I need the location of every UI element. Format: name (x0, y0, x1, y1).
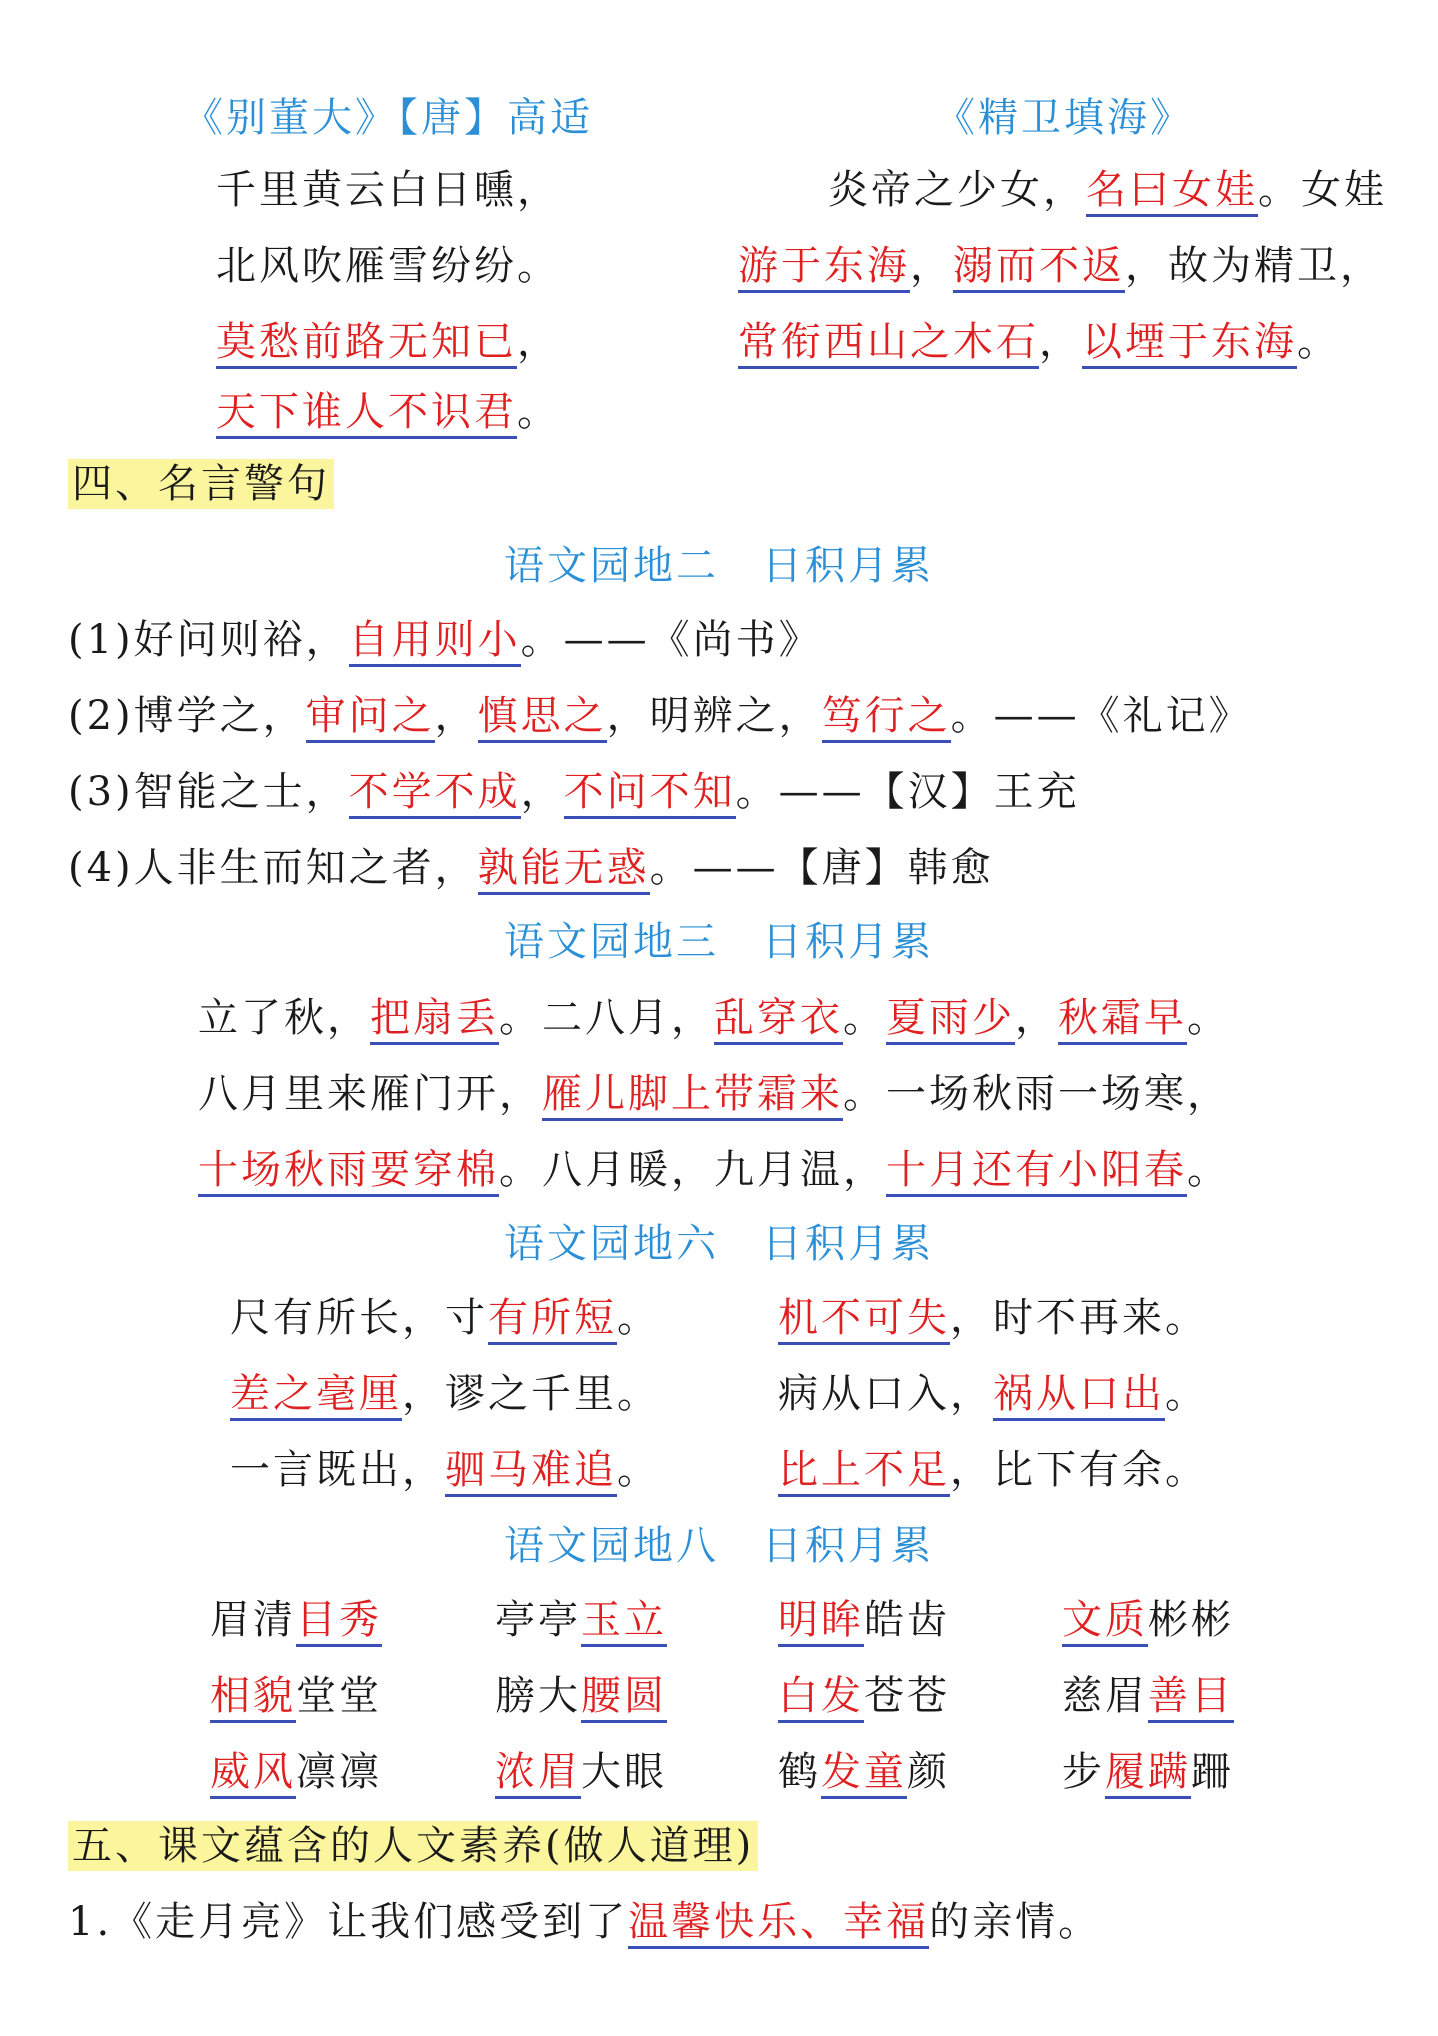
answer: 秋霜早 (1058, 995, 1187, 1045)
idiom-r1c2 (495, 1592, 667, 1648)
saying-b2 (778, 1366, 1208, 1422)
answer: 文质 (1062, 1597, 1148, 1647)
answer: 玉立 (581, 1597, 667, 1647)
text: 亭亭 (495, 1597, 581, 1643)
garden6-title: 语文园地六 日积月累 (504, 1221, 934, 1267)
text: 。——《尚书》 (520, 617, 822, 663)
answer: 天下谁人不识君 (216, 389, 517, 439)
answer: 温馨快乐、幸福 (628, 1899, 929, 1949)
quote3 (68, 764, 1080, 820)
poem1-line2: 北风吹雁雪纷纷。 (216, 243, 560, 289)
text: 病从口入， (778, 1371, 993, 1417)
idiom-r1c4 (1062, 1592, 1234, 1648)
text: 。——【唐】韩愈 (649, 845, 994, 891)
text: 眉清 (210, 1597, 296, 1643)
text: 的亲情。 (929, 1899, 1102, 1945)
answer: 相貌 (210, 1673, 296, 1723)
text: 。八月暖，九月温， (499, 1147, 886, 1193)
proverb-line2 (198, 1066, 1230, 1122)
text: 凛凛 (296, 1749, 382, 1795)
answer: 不问不知 (564, 769, 736, 819)
punct: ， (1015, 995, 1058, 1041)
idiom-r2c3 (778, 1668, 950, 1724)
text: 膀大 (495, 1673, 581, 1719)
text: 苍苍 (864, 1673, 950, 1719)
text: ，谬之千里。 (402, 1371, 660, 1417)
text: 。——【汉】王充 (735, 769, 1080, 815)
text: 慈眉 (1062, 1673, 1148, 1719)
text: 彬彬 (1148, 1597, 1234, 1643)
answer: 有所短 (488, 1295, 617, 1345)
answer: 白发 (778, 1673, 864, 1723)
answer: 善目 (1148, 1673, 1234, 1723)
punct: ， (517, 319, 560, 365)
punct: ， (520, 769, 564, 815)
text: 八月里来雁门开， (198, 1071, 542, 1117)
text: 。女娃 (1258, 167, 1387, 213)
text: 。——《礼记》 (950, 693, 1252, 739)
saying-b1 (778, 1290, 1208, 1346)
text: 。一场秋雨一场寒， (843, 1071, 1230, 1117)
poem1-line1: 千里黄云白日曛， (216, 167, 560, 213)
saying-a1 (230, 1290, 660, 1346)
text: (4)人非生而知之者， (68, 845, 478, 891)
answer: 威风 (210, 1749, 296, 1799)
saying-a2 (230, 1366, 660, 1422)
answer: 十场秋雨要穿棉 (198, 1147, 499, 1197)
poem1-title: 《别董大》【唐】高适 (183, 95, 593, 141)
answer: 机不可失 (778, 1295, 950, 1345)
punct: ， (434, 693, 478, 739)
answer: 莫愁前路无知已 (216, 319, 517, 369)
punct: 。 (1297, 319, 1340, 365)
garden2-title: 语文园地二 日积月累 (504, 543, 934, 589)
answer: 审问之 (306, 693, 435, 743)
idiom-r2c2 (495, 1668, 667, 1724)
answer: 比上不足 (778, 1447, 950, 1497)
saying-b3 (778, 1442, 1208, 1498)
moral-item1 (68, 1894, 1101, 1950)
text: 皓齿 (864, 1597, 950, 1643)
punct: 。 (617, 1447, 660, 1493)
answer: 笃行之 (822, 693, 951, 743)
answer: 驷马难追 (445, 1447, 617, 1497)
answer: 十月还有小阳春 (886, 1147, 1187, 1197)
garden3-title: 语文园地三 日积月累 (504, 919, 934, 965)
text: 立了秋， (198, 995, 370, 1041)
punct: 。 (617, 1295, 660, 1341)
punct: ， (1039, 319, 1082, 365)
section5-heading (68, 1818, 758, 1874)
section-title: 五、课文蕴含的人文素养(做人道理) (68, 1821, 758, 1871)
answer: 明眸 (778, 1597, 864, 1647)
answer: 不学不成 (349, 769, 521, 819)
text: 一言既出， (230, 1447, 445, 1493)
garden8-title: 语文园地八 日积月累 (504, 1523, 934, 1569)
section4-heading (68, 456, 334, 512)
idiom-r3c4 (1062, 1744, 1234, 1800)
text: 颜 (907, 1749, 950, 1795)
quote4 (68, 840, 994, 896)
answer: 发童 (821, 1749, 907, 1799)
text: ，时不再来。 (950, 1295, 1208, 1341)
answer: 差之毫厘 (230, 1371, 402, 1421)
text: 。二八月， (499, 995, 714, 1041)
text: ，明辨之， (606, 693, 822, 739)
text: 步 (1062, 1749, 1105, 1795)
text: 鹤 (778, 1749, 821, 1795)
poem2-line1 (828, 162, 1387, 218)
answer: 溺而不返 (953, 243, 1125, 293)
idiom-r3c3 (778, 1744, 950, 1800)
text: 尺有所长，寸 (230, 1295, 488, 1341)
answer: 常衔西山之木石 (738, 319, 1039, 369)
text: (2)博学之， (68, 693, 306, 739)
punct: 。 (1165, 1371, 1208, 1417)
text: (3)智能之士， (68, 769, 349, 815)
quote2 (68, 688, 1252, 744)
answer: 名曰女娃 (1086, 167, 1258, 217)
answer: 把扇丢 (370, 995, 499, 1045)
text: (1)好问则裕， (68, 617, 349, 663)
text: ，故为精卫， (1125, 243, 1383, 289)
poem2-title: 《精卫填海》 (935, 95, 1193, 141)
answer: 以堙于东海 (1082, 319, 1297, 369)
idiom-r3c1 (210, 1744, 382, 1800)
text: 大眼 (581, 1749, 667, 1795)
answer: 雁儿脚上带霜来 (542, 1071, 843, 1121)
text: 1.《走月亮》让我们感受到了 (68, 1899, 629, 1945)
idiom-r1c3 (778, 1592, 950, 1648)
answer: 腰圆 (581, 1673, 667, 1723)
quote1 (68, 612, 822, 668)
punct: 。 (517, 389, 560, 435)
text: ，比下有余。 (950, 1447, 1208, 1493)
text: 跚 (1191, 1749, 1234, 1795)
answer: 慎思之 (478, 693, 607, 743)
proverb-line1 (198, 990, 1230, 1046)
saying-a3 (230, 1442, 660, 1498)
idiom-r3c2 (495, 1744, 667, 1800)
punct: 。 (843, 995, 886, 1041)
answer: 祸从口出 (993, 1371, 1165, 1421)
punct: 。 (1187, 995, 1230, 1041)
answer: 游于东海 (738, 243, 910, 293)
text: 堂堂 (296, 1673, 382, 1719)
answer: 自用则小 (349, 617, 521, 667)
answer: 孰能无惑 (478, 845, 650, 895)
idiom-r2c4 (1062, 1668, 1234, 1724)
poem1-line3 (216, 314, 560, 370)
answer: 夏雨少 (886, 995, 1015, 1045)
answer: 乱穿衣 (714, 995, 843, 1045)
poem1-line4 (216, 384, 560, 440)
section-title: 四、名言警句 (68, 459, 334, 509)
proverb-line3 (198, 1142, 1230, 1198)
idiom-r1c1 (210, 1592, 382, 1648)
poem2-line3 (738, 314, 1340, 370)
idiom-r2c1 (210, 1668, 382, 1724)
answer: 目秀 (296, 1597, 382, 1647)
answer: 浓眉 (495, 1749, 581, 1799)
punct: ， (910, 243, 953, 289)
poem2-line2 (738, 238, 1383, 294)
text: 炎帝之少女， (828, 167, 1086, 213)
punct: 。 (1187, 1147, 1230, 1193)
answer: 履蹒 (1105, 1749, 1191, 1799)
